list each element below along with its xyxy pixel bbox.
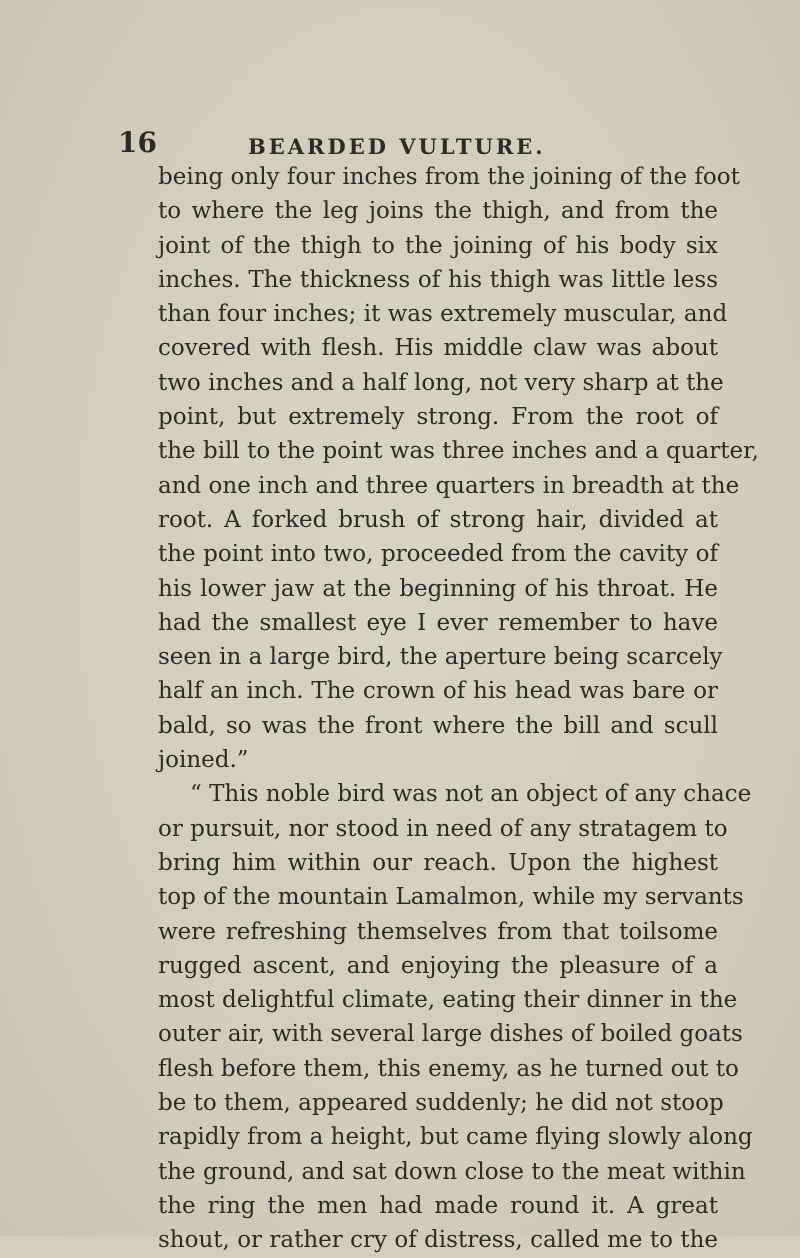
- text-line: the bill to the point was three inches and a quarter,: [158, 438, 759, 465]
- text-line: the point into two, proceeded from the cavity of: [158, 541, 718, 568]
- text-line: being only four inches from the joining of the foot: [158, 164, 740, 190]
- text-line: his lower jaw at the beginning of his throat. He: [158, 575, 718, 602]
- text-line: than four inches; it was extremely muscular, and: [158, 301, 728, 328]
- text-line: bald, so was the front where the bill and scull: [158, 712, 718, 739]
- text-line: and one inch and three quarters in breadth at the: [158, 472, 740, 499]
- text-line: to where the leg joins the thigh, and from the: [158, 198, 718, 225]
- text-line: shout, or rather cry of distress, called me to the: [158, 1227, 718, 1254]
- text-line: two inches and a half long, not very sharp at the: [158, 369, 724, 396]
- text-line: root. A forked brush of strong hair, divided at: [158, 506, 718, 533]
- text-line: joined.”: [158, 747, 249, 774]
- text-line: inches. The thickness of his thigh was little less: [158, 266, 718, 293]
- text-line: were refreshing themselves from that toilsome: [158, 918, 718, 945]
- text-line: outer air, with several large dishes of boiled goats: [158, 1021, 743, 1048]
- body-text: [158, 160, 759, 1258]
- running-head: BEARDED VULTURE.: [248, 134, 546, 159]
- page-number: 16: [118, 126, 157, 159]
- page-header: [118, 126, 678, 162]
- text-line: covered with flesh. His middle claw was about: [158, 335, 718, 362]
- text-line: rugged ascent, and enjoying the pleasure of a: [158, 952, 718, 979]
- text-line: had the smallest eye I ever remember to have: [158, 609, 718, 636]
- text-line: “ This noble bird was not an object of any chace: [190, 781, 752, 808]
- text-line: joint of the thigh to the joining of his body six: [158, 232, 718, 259]
- text-line: flesh before them, this enemy, as he turned out to: [158, 1055, 739, 1082]
- text-line: bring him within our reach. Upon the highest: [158, 849, 718, 876]
- text-line: most delightful climate, eating their dinner in the: [158, 987, 738, 1014]
- text-line: rapidly from a height, but came flying slowly along: [158, 1124, 753, 1151]
- text-line: top of the mountain Lamalmon, while my servants: [158, 884, 744, 911]
- text-line: the ground, and sat down close to the meat within: [158, 1158, 746, 1185]
- text-line: seen in a large bird, the aperture being scarcely: [158, 644, 723, 671]
- text-line: be to them, appeared suddenly; he did not stoop: [158, 1090, 724, 1117]
- text-line: the ring the men had made round it. A great: [158, 1192, 718, 1219]
- text-line: or pursuit, nor stood in need of any stratagem to: [158, 815, 728, 842]
- text-line: point, but extremely strong. From the root of: [158, 404, 718, 431]
- text-line: half an inch. The crown of his head was bare or: [158, 678, 718, 705]
